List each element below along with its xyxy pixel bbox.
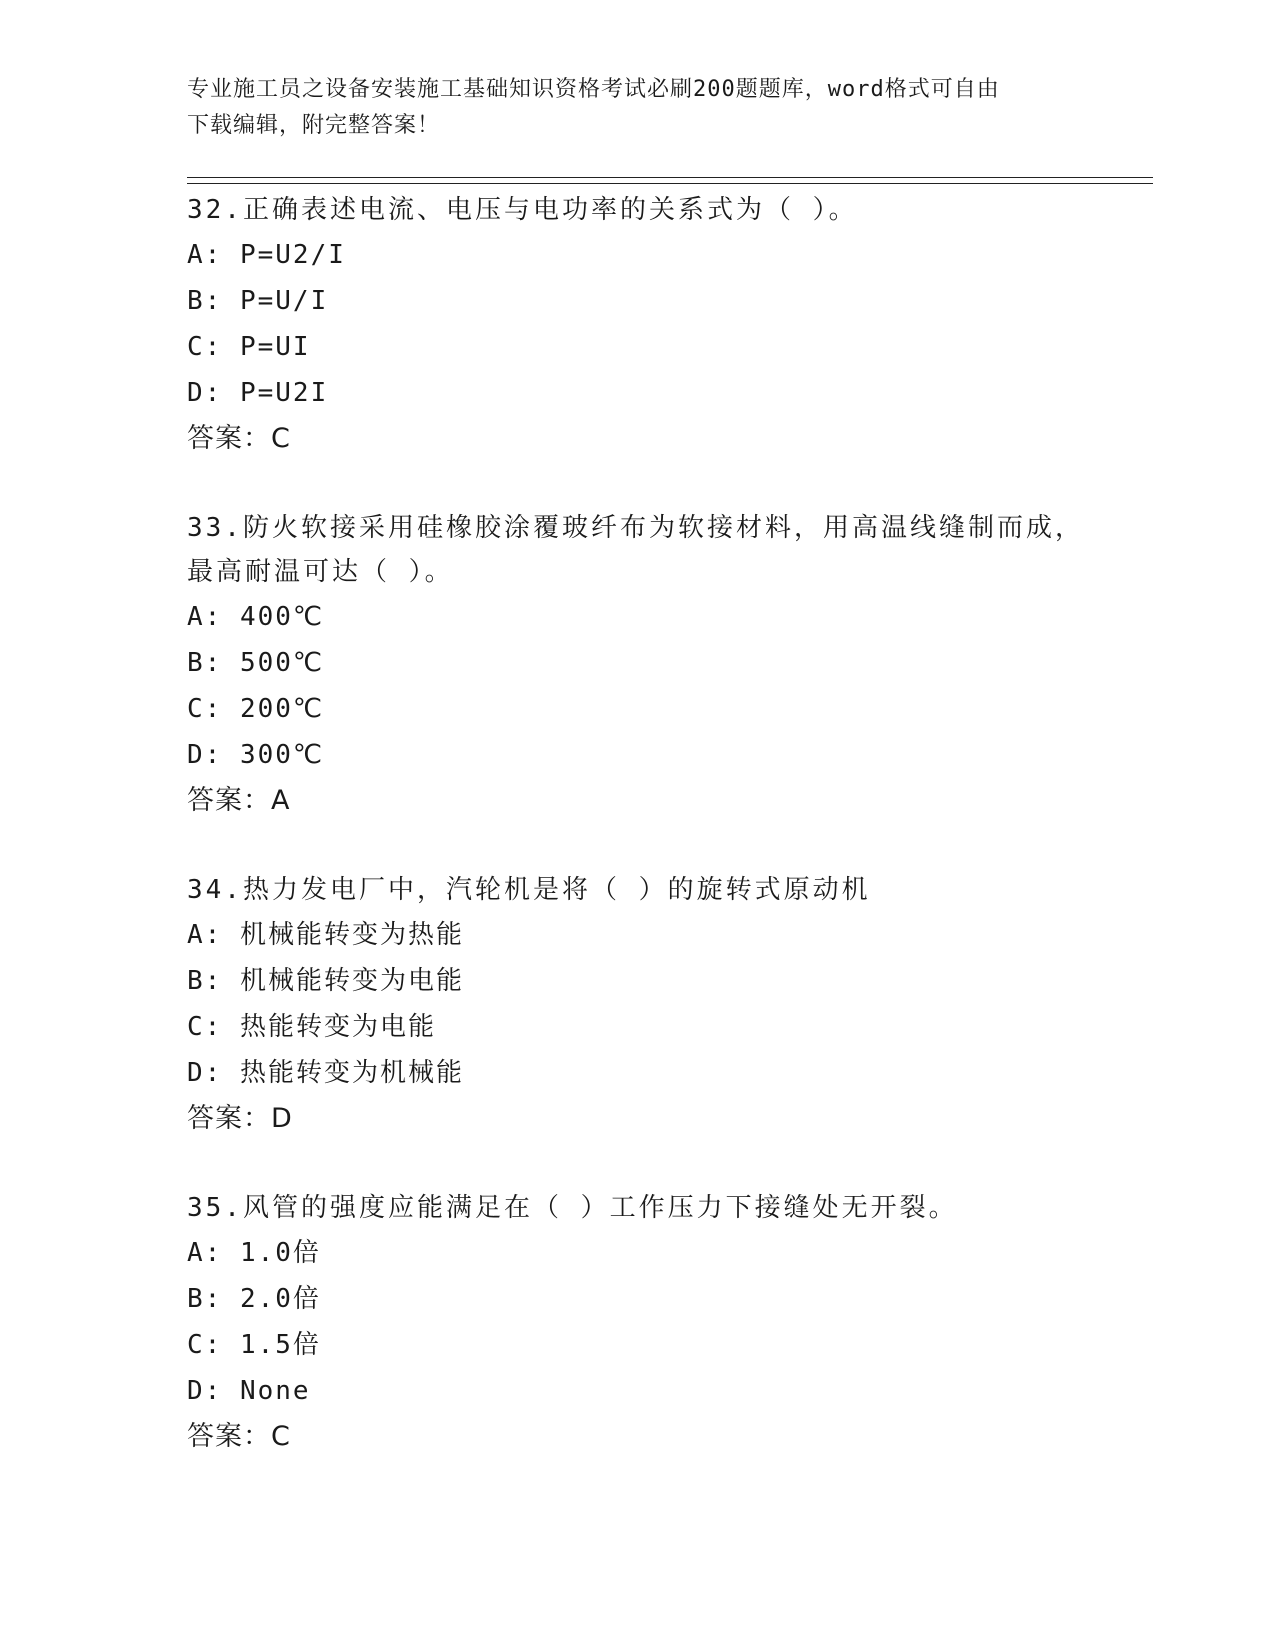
option-b: B: 500℃ bbox=[187, 648, 325, 678]
option-b: B: 机械能转变为电能 bbox=[187, 966, 464, 996]
option-a: A: 1.0倍 bbox=[187, 1238, 321, 1268]
question-34 bbox=[187, 868, 1087, 1142]
question-stem: 34.热力发电厂中，汽轮机是将（ ）的旋转式原动机 bbox=[187, 875, 871, 905]
option-a: A: P=U2/I bbox=[187, 240, 346, 270]
question-stem: 33.防火软接采用硅橡胶涂覆玻纤布为软接材料，用高温线缝制而成， bbox=[187, 513, 1084, 543]
option-d: D: None bbox=[187, 1376, 311, 1406]
header-title-line-2: 下载编辑，附完整答案！ bbox=[187, 113, 441, 138]
option-a: A: 机械能转变为热能 bbox=[187, 920, 464, 950]
header-title-line-1: 专业施工员之设备安装施工基础知识资格考试必刷200题题库，word格式可自由 bbox=[187, 77, 1000, 102]
answer: 答案：C bbox=[187, 1421, 291, 1452]
question-stem: 32.正确表述电流、电压与电功率的关系式为（ ）。 bbox=[187, 195, 858, 225]
option-c: C: 热能转变为电能 bbox=[187, 1012, 436, 1042]
option-c: C: P=UI bbox=[187, 332, 311, 362]
question-35 bbox=[187, 1186, 1087, 1460]
header-divider-bottom bbox=[187, 183, 1153, 184]
question-stem: 35.风管的强度应能满足在（ ）工作压力下接缝处无开裂。 bbox=[187, 1193, 958, 1223]
question-32 bbox=[187, 188, 1087, 462]
question-33 bbox=[187, 506, 1087, 824]
document-header bbox=[187, 72, 1067, 144]
question-stem-continued: 最高耐温可达（ ）。 bbox=[187, 557, 454, 587]
option-c: C: 200℃ bbox=[187, 694, 325, 724]
option-d: D: P=U2I bbox=[187, 378, 329, 408]
header-divider-top bbox=[187, 177, 1153, 178]
answer: 答案：A bbox=[187, 785, 291, 816]
option-b: B: 2.0倍 bbox=[187, 1284, 321, 1314]
answer: 答案：C bbox=[187, 423, 291, 454]
option-b: B: P=U/I bbox=[187, 286, 329, 316]
answer: 答案：D bbox=[187, 1103, 293, 1134]
option-d: D: 热能转变为机械能 bbox=[187, 1058, 464, 1088]
option-a: A: 400℃ bbox=[187, 602, 325, 632]
option-c: C: 1.5倍 bbox=[187, 1330, 321, 1360]
option-d: D: 300℃ bbox=[187, 740, 325, 770]
